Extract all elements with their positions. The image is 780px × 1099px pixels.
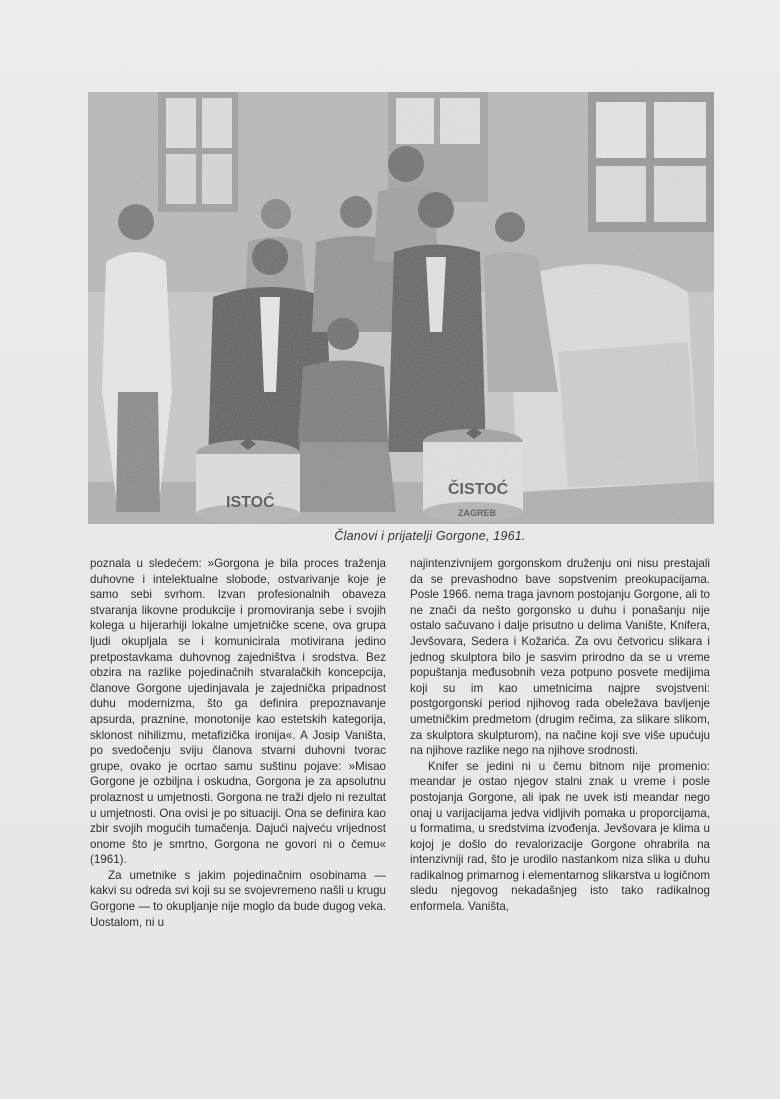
right-paragraph-2: Knifer se jedini ni u čemu bitnom nije promenio: meandar je ostao njegov stalni znak u vreme i posle postojanja Gorgone, ali ipak ne uvek isti meandar nego onaj u varijacijama jedva vidljivih pomaka u proporcijama, u formatima, u sredstvima izvođenja. Jevšovara je klima u kojoj je došlo do revalorizacije Gorgone ohrabrila na intenzivniji rad, što je urodilo nastankom niza slika u duhu radikalnog primarnog i elementarnog slikarstva u logičnom sledu njegovog nekadašnjeg isto tako radikalnog enformela. Vaništa, (410, 759, 710, 914)
left-paragraph-2: Za umetnike s jakim pojedinačnim osobinama — kakvi su odreda svi koji su se svojevremeno našli u krugu Gorgone — to okupljanje nije moglo da bude dugog veka. Uostalom, ni u (90, 868, 386, 929)
right-paragraph-1: najintenzivnijem gorgonskom druženju oni nisu prestajali da se prevashodno bave sopstvenim preokupacijama. Posle 1966. nema traga javnom postojanju Gorgone, ali to ne znači da nešto gorgonsko u duhu i ponašanju nije ostalo sačuvano i dalje prisutno u delima Vanište, Knifera, Jevšovara, Sedera i Kožarića. Za ovu četvoricu slikara i jednog skulptora bilo je sasvim prirodno da se u vreme popuštanja međusobnih veza potpuno posvete medijima koji su im kao umetnicima najpre svojstveni: postgorgonski period njihovog rada obeležava bavljenje umetničkim predmetom (drugim rečima, za slikare slikom, za skulptora skulpturom), na načine koji sve više upućuju na njihove razlike nego na njihove srodnosti. (410, 557, 710, 758)
photo-illustration (88, 92, 714, 524)
group-photo (88, 92, 714, 524)
text-column-left (90, 556, 386, 930)
text-column-right (410, 556, 710, 915)
figure-caption: Članovi i prijatelji Gorgone, 1961. (334, 529, 526, 543)
left-paragraph-1: poznala u sledećem: »Gorgona je bila proces traženja duhovne i intelektualne slobode, ostvarivanje koje je samo sebi svrhom. Izvan profesionalnih obaveza stvaranja likovne produkcije i promoviranja sebe i svojih kolega u hijerarhiji lokalne umjetničke scene, ova grupa ljudi okupljala se i komunicirala motivirana jedino pretpostavkama duhovnog zajedništva i srodstva. Bez obzira na razlike pojedinačnih stvaralačkih koncepcija, članove Gorgone ujedinjavala je zajednička pripadnost duhu modernizma, što ga definira prepoznavanje apsurda, praznine, monotonije kao estetskih kategorija, sklonost nihilizmu, metafizička ironija«. A Josip Vaništa, po svedočenju sviju članova stvarni duhovni tvorac grupe, ovako je ocrtao samu suštinu pojave: »Misao Gorgone je ozbiljna i oskudna, Gorgona je za apsolutnu prolaznost u umjetnosti. Gorgona ne traži djelo ni rezultat u umjetnosti. Ona ovisi je po situaciji. Ona se definira kao zbir svojih mogućih tumačenja. Dajući najveću vrijednost onome što je smrtno, Gorgona ne govori ni o čemu« (1961). (90, 557, 386, 867)
